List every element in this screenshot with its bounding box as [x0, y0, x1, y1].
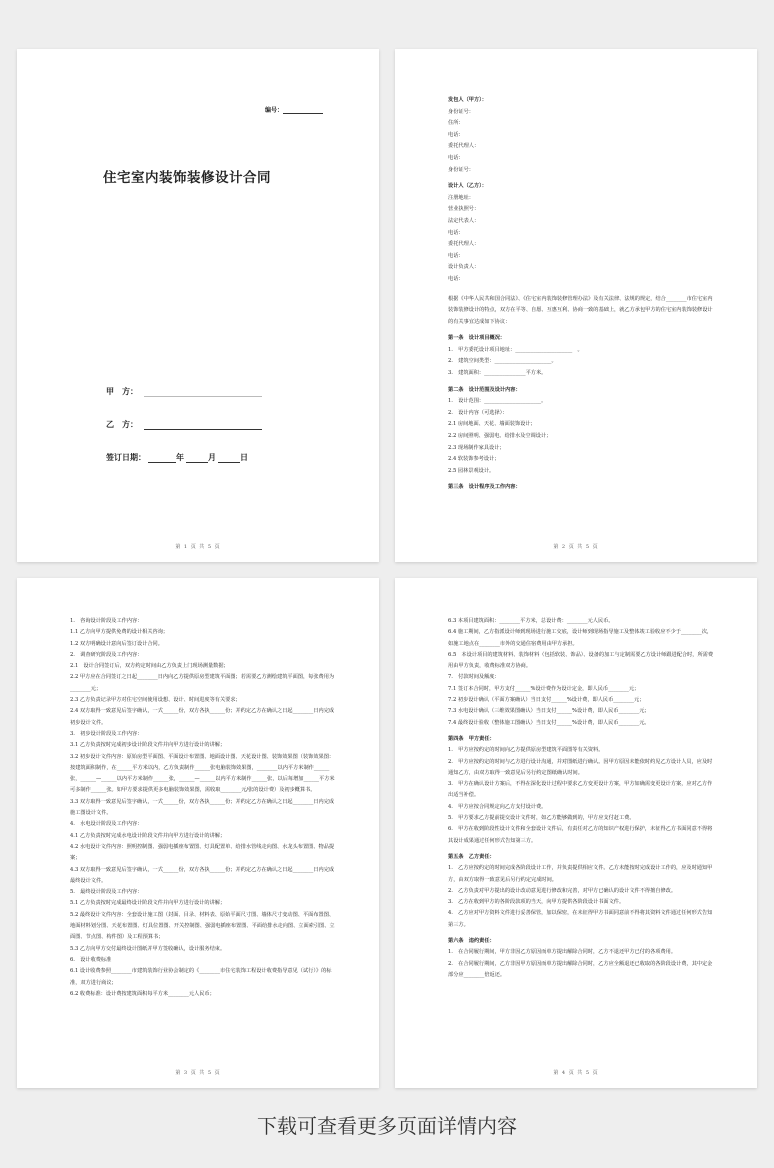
- clause-line: 7.4 最终设计验收（整体施工图确认）当日支付______%设计费，即人民币________元。: [448, 719, 650, 726]
- party-b-row: [106, 419, 262, 430]
- clause-line: 4.2 水电设计文件内容：照明控制图、强弱电插座布置图、灯具配置单、给排水管线走向图、水龙头布置图、物品提案；: [70, 843, 335, 862]
- article-heading: 第一条 设计项目概况：: [448, 335, 506, 342]
- clause-line: 注册地址：: [448, 194, 474, 201]
- clause-line: 身份证号：: [448, 166, 474, 173]
- clause-line: 1. 甲方委托设计项目地址：______________________ 。: [448, 346, 583, 353]
- page-2: [395, 49, 757, 562]
- day-blank: [218, 454, 240, 463]
- clause-line: 3.2 初步设计文件内容：原始房型平面图、平面设计布置图、地面设计图、天花设计图、装饰效果图（装饰效果图：按建筑面积制作，在______平方米以内，乙方负责制作______张电脑装饰效果图，________以内平方米制作______张，______—______以内平方米制作______张，______—______以内平方米制作______张，以后每增加______平方米可多制作______张。如甲方要求提供更多电脑装饰效果图，需收取________元/张的设计费）及初步概算书。: [70, 753, 335, 794]
- clause-line: 2. 在合同履行期间，乙方非因甲方原因而单方提出解除合同时，乙方应全额退还已收取的各阶段设计费，其中定金部分应________倍返还。: [448, 960, 713, 978]
- clause-line: 电话：: [448, 131, 464, 138]
- party-a-label: 甲 方：: [106, 387, 138, 396]
- clause-line: 3. 建筑面积：________________平方米。: [448, 370, 547, 377]
- clause-line: 2.3 现场制作家具设计；: [448, 444, 505, 451]
- clause-line: 3. 初步设计阶段及工作内容：: [70, 730, 143, 737]
- clause-line: 1.2 双方明确设计意向后签订设计合同。: [70, 640, 163, 647]
- clause-line: 委托代理人：: [448, 241, 480, 248]
- clause-line: 设计负责人：: [448, 264, 480, 271]
- page-4-body: [448, 616, 715, 981]
- clause-line: 2.4 双方取得一致意见后签字确认，一式______份，双方各执______份；并约定乙方在确认之日起________日内完成初步设计文件。: [70, 708, 335, 726]
- clause-line: 4. 甲方应按合同规定向乙方支付设计费。: [448, 803, 547, 810]
- clause-line: 6.5 本设计项目的建筑材料、装饰材料（包括软装、饰品）、设备的加工与定制需要乙方设计师跟进配合时，所需费用由甲方负责，收费标准双方协商。: [448, 651, 714, 670]
- page-number: 第 1 页 共 5 页: [175, 544, 221, 550]
- clause-line: 2.5 园林景观设计。: [448, 467, 495, 474]
- page-3-body: [70, 616, 337, 1000]
- page-number: 第 4 页 共 5 页: [553, 1070, 599, 1076]
- clause-line: 委托代理人：: [448, 143, 480, 150]
- clause-line: 电话：: [448, 229, 464, 236]
- contract-title: 住宅室内装饰装修设计合同: [103, 170, 271, 186]
- article-heading: 发包人（甲方）：: [448, 97, 487, 103]
- clause-line: 3. 甲方在确认设计方案后，不得在深化设计过程中要求乙方变更设计方案，甲方如确需变更设计方案，应对乙方作出适当补偿。: [448, 781, 713, 799]
- party-b-blank: [144, 421, 262, 430]
- sign-date-row: [106, 452, 248, 463]
- clause-line: 7.1 签订本合同时，甲方支付______%设计费作为设计定金，即人民币________元；: [448, 685, 640, 692]
- clause-line: 6.2 收费标准：设计费按建筑面积每平方米________元人民币；: [70, 990, 215, 997]
- paragraph-gap: [448, 286, 715, 294]
- clause-line: 3.3 双方取得一致意见后签字确认，一式______份，双方各执______份；并约定乙方在确认之日起________日内完成施工图设计文件。: [70, 798, 335, 817]
- year-blank: [148, 454, 176, 463]
- page-2-body: [448, 90, 715, 494]
- page-number: 第 3 页 共 5 页: [175, 1070, 221, 1076]
- clause-line: 2. 调查研究阶段及工作内容：: [70, 651, 143, 658]
- party-b-label: 乙 方：: [106, 420, 138, 429]
- clause-line: 4. 水电设计阶段及工作内容：: [70, 821, 143, 828]
- clause-line: 6.3 本项目建筑面积：________平方米，总设计费：________元人民币。: [448, 618, 614, 624]
- page-1-cover: [17, 49, 379, 562]
- clause-line: 4.3 双方取得一致意见后签字确认，一式______份，双方各执______份；并约定乙方在确认之日起________日内完成最终设计文件。: [70, 866, 335, 884]
- party-a-blank: [144, 388, 262, 397]
- clause-line: 7. 付款时间及额度：: [448, 674, 500, 681]
- clause-line: 身份证号：: [448, 108, 474, 115]
- clause-line: 1.1 乙方向甲方提供免费的设计相关咨询；: [70, 629, 169, 636]
- clause-line: 法定代表人：: [448, 217, 480, 224]
- party-a-row: [106, 386, 262, 397]
- clause-line: 2.2 甲方应在合同签订之日起________日内向乙方提供原房型建筑平面图；若需要乙方测绘建筑平面图，每张费用为________元；: [70, 674, 335, 692]
- clause-line: 7.3 水电设计确认（三维效果图确认）当日支付______%设计费，即人民币________元；: [448, 708, 650, 715]
- clause-line: 2.4 软装饰参考设计；: [448, 456, 500, 463]
- contract-number-blank: [283, 107, 323, 114]
- page-number: 第 2 页 共 5 页: [553, 544, 599, 550]
- contract-number-label: 编号：: [264, 107, 283, 114]
- clause-line: 电话：: [448, 252, 464, 259]
- clause-line: 电话：: [448, 275, 464, 282]
- clause-line: 1. 乙方应按约定的时间完成各阶段设计工作，并负责提供相应文件。乙方未能按时完成设计工作的，应及时通知甲方，由双方取得一致意见后另行约定完成时间。: [448, 865, 713, 883]
- clause-line: 根据《中华人民共和国合同法》、《住宅室内装饰装修管理办法》及有关法律、法规的规定，结合________市住宅室内装饰装修设计的特点，双方在平等、自愿、互惠互利、协商一致的基础上，就乙方承包甲方的住宅室内装饰装修设计的有关事宜达成如下协议：: [448, 295, 713, 325]
- clause-line: 4.1 乙方负责按时完成水电设计阶段文件并向甲方进行设计的讲解；: [70, 832, 226, 839]
- clause-line: 2. 乙方负责对甲方提出的设计改动意见进行修改和完善，对甲方已确认的设计文件不得擅自修改。: [448, 887, 677, 894]
- clause-line: 1. 设计范围：______________________。: [448, 398, 547, 405]
- month-label: 月: [208, 453, 216, 462]
- article-heading: 设计人（乙方）：: [448, 183, 487, 190]
- clause-line: 7.2 初步设计确认（平面方案确认）当日支付______%设计费，即人民币________元；: [448, 697, 645, 704]
- year-label: 年: [176, 453, 184, 462]
- clause-line: 3.1 乙方负责按时完成初步设计阶段文件并向甲方进行设计的讲解；: [70, 742, 226, 749]
- article-heading: 第六条 违约责任：: [448, 938, 495, 945]
- page-3: [17, 578, 379, 1088]
- day-label: 日: [240, 453, 248, 462]
- clause-line: 2. 设计内容（可选择）：: [448, 409, 508, 416]
- clause-line: 1. 在合同履行期间，甲方非因乙方原因而单方提出解除合同时，乙方不退还甲方已付的各项费用。: [448, 949, 677, 956]
- month-blank: [186, 454, 208, 463]
- clause-line: 4. 乙方应对甲方资料文件进行妥善保管，加以保密，在未征得甲方书面同意前不得将其资料文件通过任何形式告知第三方。: [448, 910, 713, 928]
- clause-line: 2. 建筑空间类型：______________________。: [448, 358, 557, 365]
- clause-line: 1. 甲方应按约定的时间向乙方提供原房型建筑平面图等有关资料。: [448, 747, 604, 754]
- clause-line: 2.1 设计合同签订后，双方约定时间由乙方负责上门现场测量数据；: [70, 663, 229, 670]
- clause-line: 5. 最终设计阶段及工作内容：: [70, 889, 143, 896]
- clause-line: 营业执照号：: [448, 206, 480, 213]
- sign-date-label: 签订日期：: [106, 453, 146, 462]
- article-heading: 第五条 乙方责任：: [448, 853, 495, 860]
- clause-line: 5. 甲方要求乙方提前提交设计文件时，如乙方能够做到的，甲方应支付赶工费。: [448, 815, 635, 822]
- clause-line: 6.1 设计收费参照________市建筑装饰行业协会制定的《________市住宅装饰工程设计收费指导意见（试行）》的标准，双方进行商议；: [70, 968, 332, 986]
- clause-line: 住所：: [448, 120, 464, 127]
- contract-number: [265, 105, 323, 114]
- clause-line: 5.1 乙方负责按时完成最终设计阶段文件并向甲方进行设计的讲解；: [70, 900, 226, 907]
- clause-line: 3. 乙方在收到甲方的各阶段款项的当天，向甲方提供各阶段设计书面文件。: [448, 899, 625, 906]
- clause-line: 5.2 最终设计文件内容：全套设计施工图（封面、目录、材料表、原始平面尺寸图、墙体尺寸变动图、平面布置图、地面材料划分图、天花布置图、灯具位置图、开关控制图、强弱电插座布置图、平面给排水走向图、立面索引图、立面图、节点图、构件图）及工程预算书；: [70, 911, 335, 941]
- clause-line: 2.3 乙方负责记录甲方对住宅空间使用设想、设计、时间进度等有关要求；: [70, 697, 241, 704]
- clause-line: 2. 甲方应按约定的时间与乙方进行设计沟通，并对图纸进行确认。因甲方原因未能依时约见乙方设计人员，应及时通知乙方，由双方取得一致意见后另行约定图纸确认时间。: [448, 758, 713, 776]
- clause-line: 2.2 房间照明、强弱电、给排水及空调设计；: [448, 433, 552, 440]
- clause-line: 5.3 乙方向甲方交付最终设计图纸并甲方签收确认，设计服务结束。: [70, 945, 226, 952]
- article-heading: 第三条 设计程序及工作内容：: [448, 484, 521, 491]
- clause-line: 1. 咨询设计阶段及工作内容：: [70, 618, 143, 624]
- article-heading: 第二条 设计范围及设计内容：: [448, 386, 521, 393]
- page-4: [395, 578, 757, 1088]
- clause-line: 6.4 施工期间，乙方指派设计师到现场进行施工交底，设计师到现场指导施工及整体竣工验收应不少于________次，如施工地点在________市外的交通住宿费用由甲方承担。: [448, 629, 713, 647]
- clause-line: 电话：: [448, 154, 464, 161]
- clause-line: 6. 甲方在收到阶段性设计文件和全套设计文件后，有责任对乙方的知识产权进行保护，未征得乙方书面同意不得将其设计成果通过任何形式告知第三方。: [448, 826, 713, 844]
- clause-line: 6. 设计收费标准: [70, 956, 112, 963]
- download-caption: 下载可查看更多页面详情内容: [257, 1114, 517, 1138]
- article-heading: 第四条 甲方责任：: [448, 735, 495, 742]
- clause-line: 2.1 房间地面、天花、墙面装饰设计；: [448, 421, 536, 428]
